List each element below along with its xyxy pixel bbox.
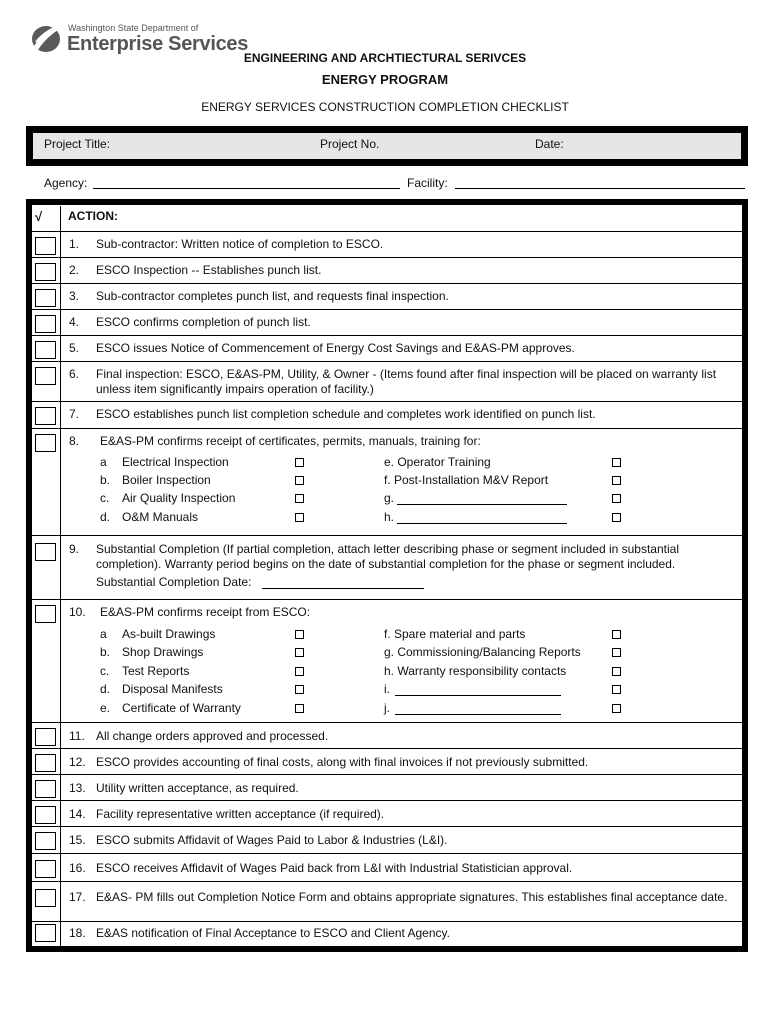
column-divider: [60, 206, 61, 946]
item-10i-checkbox[interactable]: [612, 685, 621, 694]
item-8-sub-letter: d.: [100, 510, 111, 524]
item-10-sub-label: Test Reports: [122, 664, 190, 678]
item-14-checkbox[interactable]: [35, 806, 56, 824]
item-12-text: ESCO provides accounting of final costs, along with final invoices if not previously submitted.: [96, 755, 589, 769]
item-8-sub-label: e. Operator Training: [384, 455, 491, 469]
item-16-number: 16.: [69, 861, 86, 875]
item-17-text: E&AS- PM fills out Completion Notice Form and obtains appropriate signatures. This establishes final acceptance date.: [96, 890, 728, 904]
item-6-number: 6.: [69, 367, 80, 381]
item-4-text: ESCO confirms completion of punch list.: [96, 315, 311, 329]
item-4-number: 4.: [69, 315, 80, 329]
item-7-text: ESCO establishes punch list completion schedule and completes work identified on punch list.: [96, 407, 596, 421]
item-9-number: 9.: [69, 542, 80, 556]
item-16-text: ESCO receives Affidavit of Wages Paid back from L&I with Industrial Statistician approval.: [96, 861, 573, 875]
item-8-sub-label: Air Quality Inspection: [122, 491, 236, 505]
item-8-sub-letter: a: [100, 455, 107, 469]
facility-field[interactable]: [455, 188, 745, 189]
item-10e-checkbox[interactable]: [295, 704, 304, 713]
item-2-checkbox[interactable]: [35, 263, 56, 281]
item-10-sub-label: f. Spare material and parts: [384, 627, 526, 641]
check-column-header: √: [35, 209, 43, 224]
item-8-sub-label: O&M Manuals: [122, 510, 199, 524]
item-12-number: 12.: [69, 755, 86, 769]
item-9-checkbox[interactable]: [35, 543, 56, 561]
row-divider: [32, 881, 742, 882]
item-17-number: 17.: [69, 890, 86, 904]
item-10g-checkbox[interactable]: [612, 648, 621, 657]
item-5-number: 5.: [69, 341, 80, 355]
item-10-sub-label: i.: [384, 682, 390, 696]
item-8c-checkbox[interactable]: [295, 494, 304, 503]
item-6-checkbox[interactable]: [35, 367, 56, 385]
row-divider: [32, 401, 742, 402]
item-14-text: Facility representative written acceptance (if required).: [96, 807, 385, 821]
project-date-label[interactable]: Date:: [535, 137, 564, 151]
item-10-sub-letter: e.: [100, 701, 111, 715]
item-10b-checkbox[interactable]: [295, 648, 304, 657]
row-divider: [32, 722, 742, 723]
item-16-checkbox[interactable]: [35, 860, 56, 878]
item-10-number: 10.: [69, 605, 86, 619]
row-divider: [32, 428, 742, 429]
row-divider: [32, 748, 742, 749]
row-divider: [32, 257, 742, 258]
item-13-text: Utility written acceptance, as required.: [96, 781, 299, 795]
item-10j-checkbox[interactable]: [612, 704, 621, 713]
row-divider: [32, 826, 742, 827]
item-1-number: 1.: [69, 237, 80, 251]
item-6-text: Final inspection: ESCO, E&AS-PM, Utility, & Owner - (Items found after final inspection will be placed on warranty list unless item significantly impairs operation of facility.): [96, 367, 717, 396]
item-8-sub-label: f. Post-Installation M&V Report: [384, 473, 549, 487]
project-title-label[interactable]: Project Title:: [44, 137, 111, 151]
agency-label: Agency:: [44, 176, 88, 190]
item-10c-checkbox[interactable]: [295, 667, 304, 676]
item-10-sub-letter: b.: [100, 645, 111, 659]
item-10h-checkbox[interactable]: [612, 667, 621, 676]
item-2-text: ESCO Inspection -- Establishes punch list.: [96, 263, 322, 277]
row-divider: [32, 774, 742, 775]
header-line-3: ENERGY SERVICES CONSTRUCTION COMPLETION CHECKLIST: [201, 100, 569, 114]
row-divider: [32, 361, 742, 362]
item-5-text: ESCO issues Notice of Commencement of Energy Cost Savings and E&AS-PM approves.: [96, 341, 575, 355]
logo-dept-text: Washington State Department of: [68, 23, 199, 33]
item-11-number: 11.: [69, 729, 85, 743]
item-8e-checkbox[interactable]: [612, 458, 621, 467]
action-column-header: ACTION:: [68, 209, 118, 223]
item-8-sub-letter: b.: [100, 473, 111, 487]
item-10-checkbox[interactable]: [35, 605, 56, 623]
logo-name-text: Enterprise Services: [67, 33, 249, 55]
item-3-checkbox[interactable]: [35, 289, 56, 307]
item-15-checkbox[interactable]: [35, 832, 56, 850]
row-divider: [32, 535, 742, 536]
item-8-checkbox[interactable]: [35, 434, 56, 452]
project-number-label[interactable]: Project No.: [320, 137, 380, 151]
item-10-sub-letter: d.: [100, 682, 111, 696]
item-15-text: ESCO submits Affidavit of Wages Paid to Labor & Industries (L&I).: [96, 833, 448, 847]
item-8-sub-label: g.: [384, 491, 395, 505]
item-8a-checkbox[interactable]: [295, 458, 304, 467]
item-10i-field[interactable]: [395, 682, 561, 696]
item-10-sub-label: Disposal Manifests: [122, 682, 223, 696]
row-divider: [32, 309, 742, 310]
item-18-checkbox[interactable]: [35, 924, 56, 942]
item-10-sub-label: g. Commissioning/Balancing Reports: [384, 645, 581, 659]
item-10f-checkbox[interactable]: [612, 630, 621, 639]
item-8-sub-label: h.: [384, 510, 395, 524]
item-18-number: 18.: [69, 926, 86, 940]
item-8-number: 8.: [69, 434, 80, 448]
item-17-checkbox[interactable]: [35, 889, 56, 907]
item-11-text: All change orders approved and processed.: [96, 729, 329, 743]
item-8-text: E&AS-PM confirms receipt of certificates, permits, manuals, training for:: [100, 434, 481, 448]
item-10-sub-label: j.: [384, 701, 390, 715]
row-divider: [32, 800, 742, 801]
item-7-checkbox[interactable]: [35, 407, 56, 425]
row-divider: [32, 599, 742, 600]
item-1-text: Sub-contractor: Written notice of completion to ESCO.: [96, 237, 384, 251]
header-line-1: ENGINEERING AND ARCHTIECTURAL SERIVCES: [243, 51, 527, 65]
header-line-2: ENERGY PROGRAM: [321, 72, 449, 87]
item-10-sub-letter: a: [100, 627, 107, 641]
row-divider: [32, 335, 742, 336]
item-3-text: Sub-contractor completes punch list, and requests final inspection.: [96, 289, 449, 303]
item-8f-checkbox[interactable]: [612, 476, 621, 485]
row-divider: [32, 283, 742, 284]
item-13-checkbox[interactable]: [35, 780, 56, 798]
row-divider: [32, 853, 742, 854]
item-10-sub-label: h. Warranty responsibility contacts: [384, 664, 567, 678]
item-5-checkbox[interactable]: [35, 341, 56, 359]
item-1-checkbox[interactable]: [35, 237, 56, 255]
item-10a-checkbox[interactable]: [295, 630, 304, 639]
item-10-sub-letter: c.: [100, 664, 110, 678]
agency-field[interactable]: [93, 188, 400, 189]
item-14-number: 14.: [69, 807, 86, 821]
item-8-sub-label: Boiler Inspection: [122, 473, 211, 487]
item-10d-checkbox[interactable]: [295, 685, 304, 694]
facility-label: Facility:: [407, 176, 448, 190]
item-10-sub-label: As-built Drawings: [122, 627, 216, 641]
item-8g-checkbox[interactable]: [612, 494, 621, 503]
item-8b-checkbox[interactable]: [295, 476, 304, 485]
item-11-checkbox[interactable]: [35, 728, 56, 746]
project-info-box: [26, 126, 748, 166]
row-divider: [32, 921, 742, 922]
item-10-sub-label: Shop Drawings: [122, 645, 204, 659]
item-8d-checkbox[interactable]: [295, 513, 304, 522]
item-9-text: Substantial Completion (If partial completion, attach letter describing phase or segment included in substantial completion). Warranty period begins on the date of substantial completion for the phase or segment included.: [96, 542, 679, 571]
item-4-checkbox[interactable]: [35, 315, 56, 333]
item-12-checkbox[interactable]: [35, 754, 56, 772]
item-15-number: 15.: [69, 833, 86, 847]
substantial-completion-date-label: Substantial Completion Date:: [96, 575, 252, 589]
row-divider: [32, 231, 742, 232]
item-10-text: E&AS-PM confirms receipt from ESCO:: [100, 605, 311, 619]
item-8g-field[interactable]: [397, 491, 567, 505]
substantial-completion-date-field[interactable]: [262, 575, 424, 589]
item-8h-checkbox[interactable]: [612, 513, 621, 522]
item-3-number: 3.: [69, 289, 80, 303]
item-13-number: 13.: [69, 781, 86, 795]
item-10-sub-label: Certificate of Warranty: [122, 701, 241, 715]
item-7-number: 7.: [69, 407, 80, 421]
item-10j-field[interactable]: [395, 701, 561, 715]
item-2-number: 2.: [69, 263, 80, 277]
item-8-sub-letter: c.: [100, 491, 110, 505]
item-8h-field[interactable]: [397, 510, 567, 524]
item-18-text: E&AS notification of Final Acceptance to ESCO and Client Agency.: [96, 926, 450, 940]
item-8-sub-label: Electrical Inspection: [122, 455, 229, 469]
